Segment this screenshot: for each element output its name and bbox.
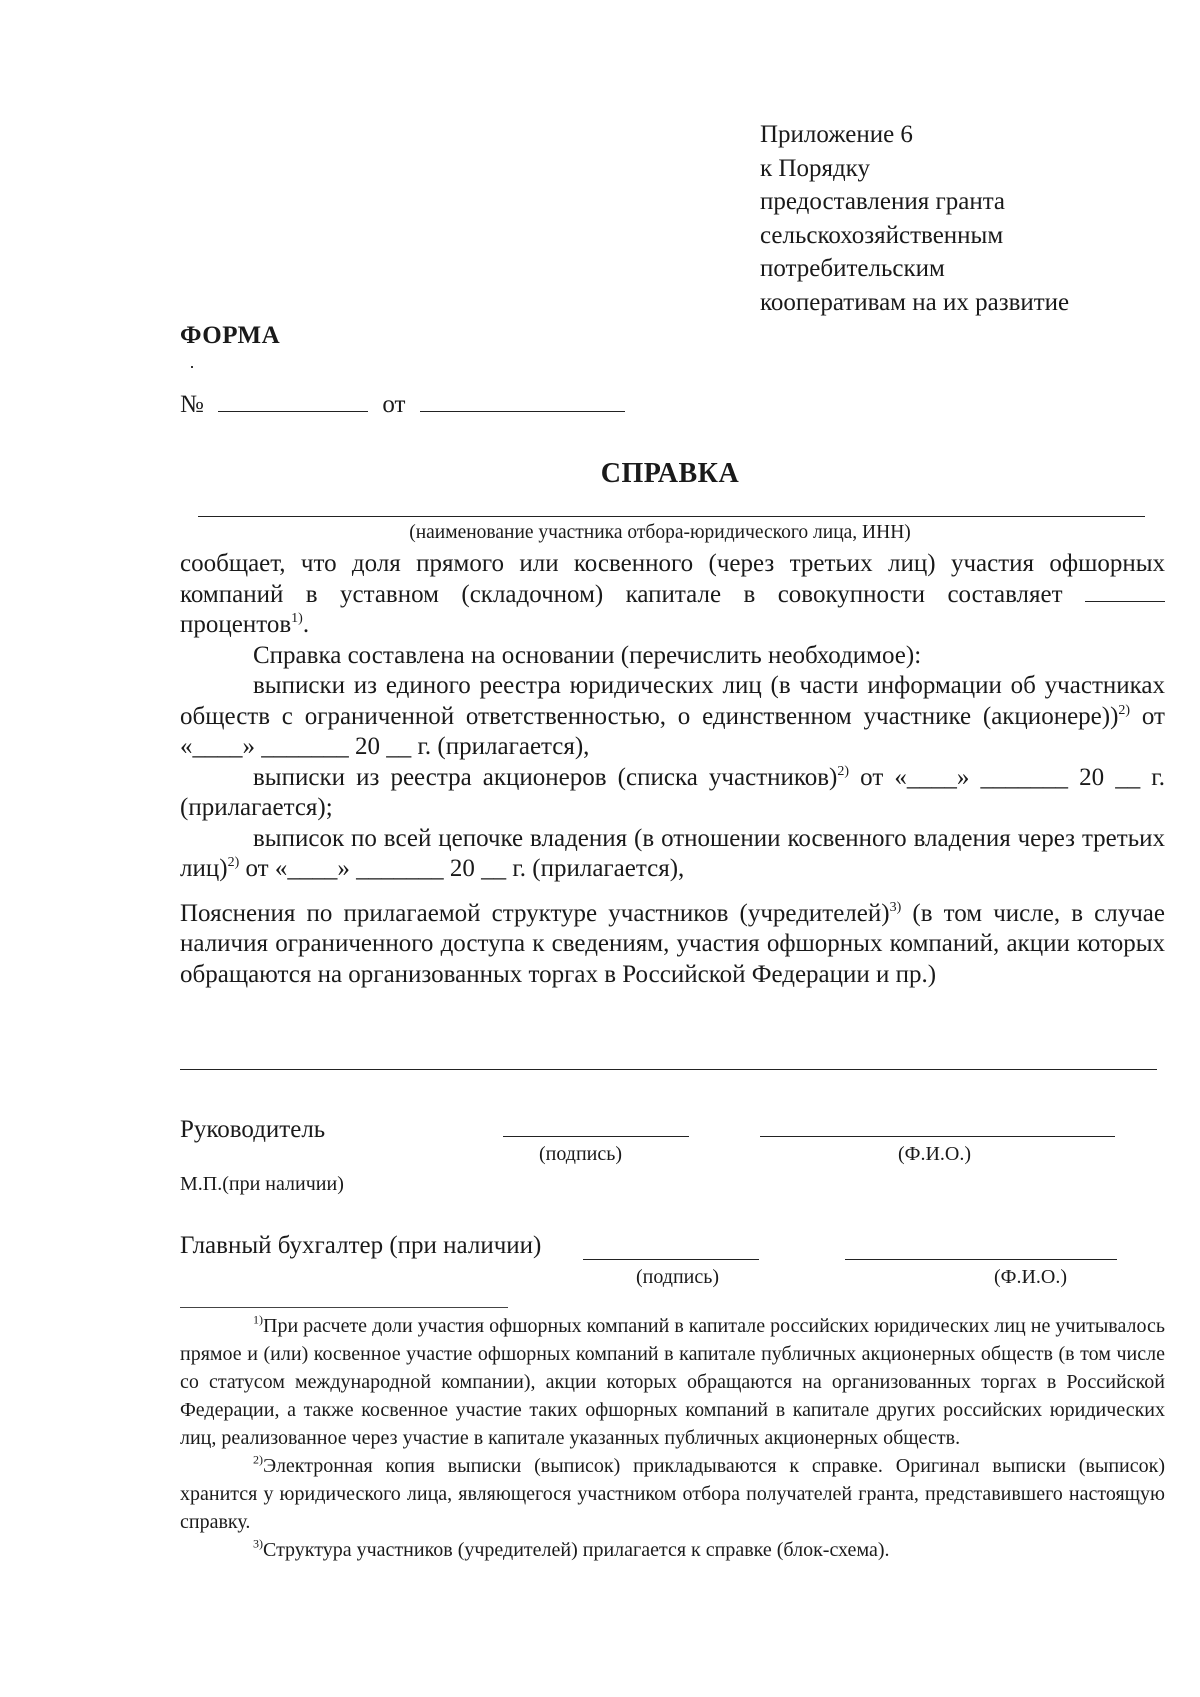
footnote-text: Электронная копия выписки (выписок) прикладываются к справке. Оригинал выписки (выписок) хранится у юридического лица, являющегося участником отбора получателей гранта, представившего настоящую справку. xyxy=(180,1455,1165,1533)
basis-item-date: от «____» _______ 20 __ г. (прилагается); xyxy=(180,763,1165,821)
head-signature-blank xyxy=(503,1136,689,1137)
footnote-separator xyxy=(180,1307,508,1308)
appendix-line: Приложение 6 xyxy=(760,121,913,148)
basis-item-egrul xyxy=(180,671,1165,763)
from-word: от xyxy=(382,391,406,418)
participant-name-blank xyxy=(198,516,1145,517)
footnote-ref: 2) xyxy=(227,855,240,871)
accountant-signature-blank xyxy=(583,1259,759,1260)
appendix-line: сельскохозяйственным xyxy=(760,221,1004,249)
footnote-text: Структура участников (учредителей) прилагается к справке (блок-схема). xyxy=(263,1539,890,1561)
footnote-ref: 2) xyxy=(1118,702,1131,718)
number-blank xyxy=(218,393,368,412)
basis-item-text: выписки из единого реестра юридических лиц (в части информации об участниках обществ с ограниченной ответственностью, о единственном участнике (акционере)) xyxy=(180,672,1165,730)
number-sign: № xyxy=(180,391,204,418)
stamp-label: М.П.(при наличии) xyxy=(180,1173,344,1195)
scan-speck xyxy=(191,366,193,368)
footnote-ref: 2) xyxy=(837,763,850,779)
footnote-mark: 1) xyxy=(253,1312,263,1327)
footnote-ref: 1) xyxy=(291,611,303,627)
accountant-label: Главный бухгалтер (при наличии) xyxy=(180,1232,542,1259)
offshore-share-text: сообщает, что доля прямого или косвенного (через третьих лиц) участия офшорных компаний в уставном (складочном) капитале в совокупности составляет xyxy=(180,550,1165,608)
basis-item-date: от «____» _______ 20 __ г. (прилагается), xyxy=(180,702,1165,760)
explanation-blank-line xyxy=(180,1069,1157,1070)
head-name-blank xyxy=(760,1136,1115,1137)
footnotes xyxy=(180,1312,1165,1564)
accountant-name-blank xyxy=(845,1259,1117,1260)
period: . xyxy=(302,611,310,638)
percent-word: процентов xyxy=(180,611,292,638)
footnote-1 xyxy=(180,1312,1165,1452)
explanation-text: Пояснения по прилагаемой структуре участников (учредителей) xyxy=(180,899,890,927)
number-date-line xyxy=(180,391,625,419)
footnote-mark: 3) xyxy=(253,1536,263,1551)
head-label: Руководитель xyxy=(180,1116,326,1143)
appendix-line: кооперативам на их развитие xyxy=(760,288,1070,316)
footnote-3 xyxy=(180,1536,1165,1564)
footnote-ref: 3) xyxy=(889,899,902,915)
basis-item-date: от «____» _______ 20 __ г. (прилагается), xyxy=(239,855,685,882)
date-blank xyxy=(420,393,625,412)
accountant-signature-caption: (подпись) xyxy=(636,1266,720,1288)
basis-intro: Справка составлена на основании (перечислить необходимое): xyxy=(253,641,922,669)
head-name-caption: (Ф.И.О.) xyxy=(898,1143,972,1165)
certificate-body xyxy=(180,549,1165,990)
footnote-2 xyxy=(180,1452,1165,1536)
participant-name-caption: (наименование участника отбора-юридического лица, ИНН) xyxy=(409,522,911,543)
basis-item-shareholders xyxy=(180,763,1165,824)
footnote-text: При расчете доли участия офшорных компаний в капитале российских юридических лиц не учитывалось прямое и (или) косвенное участие офшорных компаний в капитале публичных акционерных обществ (в том числе со статусом международной компании), акции которых обращаются на организованных торгах в Российской Федерации, а также косвенное участие таких офшорных компаний в капитале других российских юридических лиц, реализованное через участие в капитале указанных публичных акционерных обществ. xyxy=(180,1315,1165,1449)
appendix-line: к Порядку xyxy=(760,154,870,182)
basis-item-ownership-chain xyxy=(180,824,1165,885)
footnote-mark: 2) xyxy=(253,1452,263,1467)
appendix-line: предоставления гранта xyxy=(760,188,1006,215)
accountant-name-caption: (Ф.И.О.) xyxy=(994,1266,1068,1288)
percent-blank xyxy=(1085,583,1165,602)
offshore-share-paragraph xyxy=(180,549,1165,641)
appendix-line: потребительским xyxy=(760,255,945,282)
explanation-text: (в том числе, в случае наличия ограниченного доступа к сведениям, участия офшорных компаний, акции которых обращаются на организованных торгах в Российской Федерации и пр.) xyxy=(180,899,1165,988)
head-signature-caption: (подпись) xyxy=(539,1143,623,1165)
structure-explanation xyxy=(180,899,1165,991)
page-title: СПРАВКА xyxy=(600,458,740,489)
basis-item-text: выписки из реестра акционеров (списка участников) xyxy=(253,763,838,791)
appendix-reference xyxy=(760,118,1160,319)
form-label: ФОРМА xyxy=(180,322,281,349)
basis-item-text: выписок по всей цепочке владения (в отношении косвенного владения через третьих лиц) xyxy=(180,824,1165,882)
